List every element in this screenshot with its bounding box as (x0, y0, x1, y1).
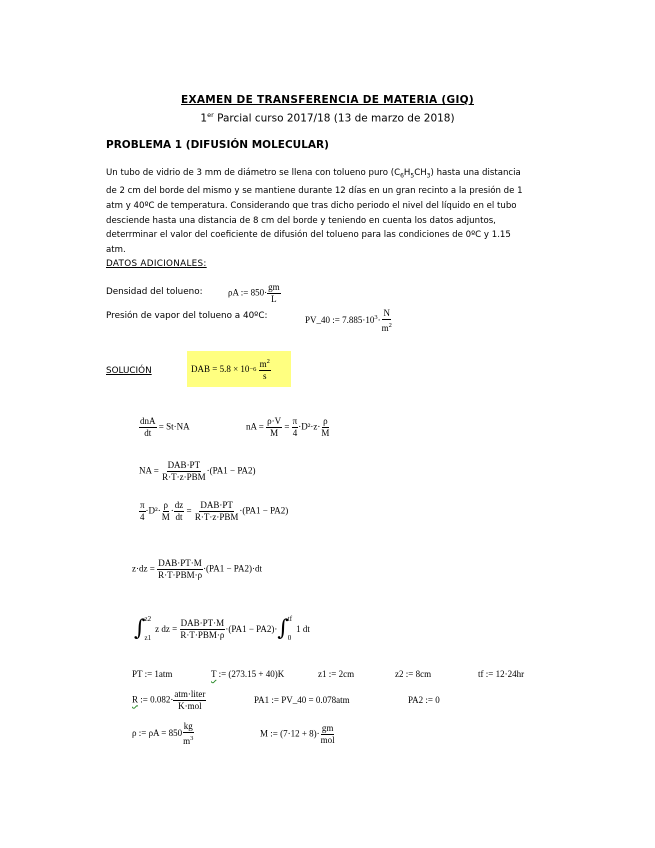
densidad-label: Densidad del tolueno: (106, 287, 203, 297)
value-m: M := (7·12 + 8)· $\frac{gm}{\text{mol}}$ (260, 723, 335, 745)
value-pa1: PA1 := PV_40 = 0.078atm (254, 695, 350, 705)
datos-title: DATOS ADICIONALES: (106, 259, 207, 269)
value-rho: ρ := ρA = 850 $\frac{kg}{m^3}$ (132, 721, 194, 746)
integral-sign: ∫ (134, 616, 146, 641)
integral-sign: ∫ (277, 616, 289, 641)
solucion-label: SOLUCIÓN (106, 366, 152, 376)
presion-label: Presión de vapor del tolueno a 40ºC: (106, 311, 268, 321)
exam-subtitle: 1er Parcial curso 2017/18 (13 de marzo de 2018) (200, 111, 455, 125)
value-r: R := 0.082· $\frac{\text{atm·liter}}{\text{K·mol}}$ (132, 689, 206, 711)
value-tf: tf := 12·24hr (478, 669, 525, 679)
equation-flux: NA = $\frac{\text{DAB·PT}}{\text{R·T·z·PBM}}$ ·(PA1 − PA2) (139, 460, 256, 482)
densidad-expression: ρA := 850· $\frac{gm}{L}$ (228, 282, 280, 304)
exam-title: EXAMEN DE TRANSFERENCIA DE MATERIA (GIQ) (181, 94, 474, 106)
problem-statement: Un tubo de vidrio de 3 mm de diámetro se llena con tolueno puro $(C_6H_5CH_3)$ hasta una distancia de 2 cm del borde del mismo y se mantiene durante 12 días en un gran recinto a la presión de 1 atm y 40ºC de temperatura. Considerando que tras dicho periodo el nivel del líquido en el tubo desciende hasta una distancia de 8 cm del borde y teniendo en cuenta los datos adjuntos, deterrminar el valor del coeficiente de difusión del tolueno para las condiciones de 0ºC y 1.15 atm. (106, 168, 523, 255)
problem-title: PROBLEMA 1 (DIFUSIÓN MOLECULAR) (106, 139, 329, 151)
value-z2: z2 := 8cm (395, 669, 432, 679)
equation-separated: z·dz = $\frac{\text{DAB·PT·M}}{\text{R·T·PBM·ρ}}$ ·(PA1 − PA2)·dt (132, 558, 262, 580)
equation-rate: $\frac{\text{dnA}}{dt}$ = St·NA (140, 416, 190, 438)
dab-result: DAB = 5.8 × 10 −6 $\frac{m^2}{s}$ (187, 351, 291, 387)
value-z1: z1 := 2cm (318, 669, 355, 679)
presion-expression: PV_40 := $7.885\cdot 10^3\cdot$ $\frac{N}{m^2}$ (305, 308, 392, 333)
equation-balance: $\frac{\pi}{4}$ ·D²· $\frac{\rho}{M}$ · $\frac{dz}{dt}$ = $\frac{\text{DAB·PT}}{\text{R·T·z·PBM}}$ ·(PA1 − PA2) (140, 500, 289, 522)
value-pt: PT := 1atm (132, 669, 173, 679)
value-t: T := (273.15 + 40)K (211, 669, 285, 679)
equation-integral: ∫ z2 z1 z dz = $\frac{\text{DAB·PT·M}}{\text{R·T·PBM·ρ}}$ ·(PA1 − PA2)· ∫ tf 0 1 dt (134, 615, 310, 642)
equation-moles: nA = $\frac{\rho\cdot V}{M}$ = $\frac{\pi}{4}$ ·D²·z· $\frac{\rho}{M}$ (246, 416, 330, 438)
value-pa2: PA2 := 0 (408, 695, 440, 705)
